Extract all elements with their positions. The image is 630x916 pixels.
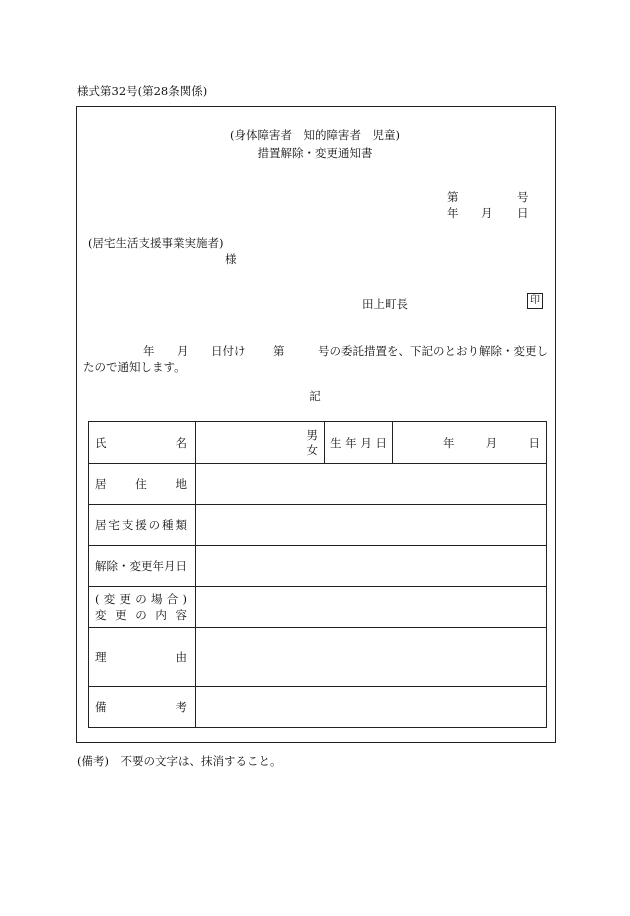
change-content-label-char: 更 (115, 608, 127, 622)
support-type-label-char: の (148, 518, 161, 532)
date-month-label: 月 (481, 206, 493, 220)
body-month-label: 月 (177, 344, 189, 358)
table-row-address (89, 464, 547, 505)
change-content-label-char: ) (182, 592, 187, 606)
remarks-label-char: 備 (95, 700, 107, 714)
change-content-label-char: の (135, 592, 147, 606)
dob-value-cell[interactable] (393, 422, 547, 464)
change-content-label-char: ( (95, 592, 100, 606)
name-label-char: 氏 (95, 435, 107, 450)
date-day-label: 日 (517, 206, 529, 220)
document-title: 措置解除・変更通知書 (257, 146, 373, 160)
support-type-label-char: 支 (121, 518, 134, 532)
address-value-cell[interactable] (196, 464, 547, 505)
address-label-cell (89, 464, 196, 505)
support-type-label-char: 類 (175, 518, 187, 532)
remarks-value-cell[interactable] (196, 687, 547, 728)
reason-value-cell[interactable] (196, 628, 547, 687)
body-text-line1: 号の委託措置を、下記のとおり解除・変更し (318, 344, 548, 358)
address-label-char: 居 (95, 477, 107, 491)
remarks-label-char: 考 (175, 700, 187, 714)
body-date-label: 日付け (211, 344, 246, 358)
change-content-label-char: 更 (119, 592, 131, 606)
sex-female-option: 女 (306, 442, 318, 457)
number-suffix: 号 (517, 190, 529, 204)
recipient-honorific: 様 (225, 252, 237, 266)
support-type-label-char: 居 (95, 518, 107, 532)
issuer-title: 田上町長 (362, 297, 408, 311)
details-table (88, 421, 547, 728)
support-type-label-cell (89, 505, 196, 546)
name-value-cell[interactable] (196, 422, 325, 464)
body-number-prefix: 第 (273, 344, 285, 358)
body-year-label: 年 (143, 344, 155, 358)
footer-note: (備考) 不要の文字は、抹消すること。 (77, 754, 282, 768)
table-row-change-content (89, 587, 547, 628)
change-content-label-char: 場 (151, 592, 163, 606)
change-content-label-char: 変 (103, 592, 116, 606)
recipient-name: (居宅生活支援事業実施者) (88, 236, 224, 250)
change-date-label-cell: 解除・変更年月日 (89, 546, 196, 587)
name-label-char: 名 (175, 435, 187, 450)
address-label-char: 住 (135, 477, 147, 491)
change-content-label-char: 変 (95, 608, 107, 622)
change-content-label-char: 容 (175, 608, 187, 622)
reason-label-char: 理 (95, 650, 107, 664)
change-content-label-char: の (135, 608, 147, 622)
reason-label-cell (89, 628, 196, 687)
support-type-label-char: 援 (135, 518, 147, 532)
support-type-label-char: 種 (162, 518, 174, 532)
dob-year-label: 年 (443, 435, 455, 450)
address-label-char: 地 (175, 477, 187, 491)
change-content-label-cell (89, 587, 196, 628)
remarks-label-cell (89, 687, 196, 728)
body-text-line2: たので通知します。 (83, 360, 186, 374)
dob-day-label: 日 (528, 435, 540, 450)
table-row-remarks (89, 687, 547, 728)
seal-mark: 印 (527, 293, 543, 309)
form-number-label: 様式第32号(第28条関係) (77, 84, 208, 98)
reason-label-char: 由 (175, 650, 187, 664)
support-type-label-char: 宅 (108, 518, 120, 532)
date-year-label: 年 (447, 206, 459, 220)
name-label-cell (89, 422, 196, 464)
sex-male-option: 男 (306, 427, 318, 442)
table-row-reason (89, 628, 547, 687)
dob-month-label: 月 (485, 435, 498, 450)
number-prefix: 第 (447, 190, 459, 204)
ki-heading: 記 (309, 389, 321, 403)
change-date-value-cell[interactable] (196, 546, 547, 587)
table-row-support-type (89, 505, 547, 546)
change-content-label-char: 合 (166, 592, 179, 606)
table-row-name (89, 422, 547, 464)
table-row-change-date (89, 546, 547, 587)
change-content-label-char: 内 (155, 608, 167, 622)
change-content-value-cell[interactable] (196, 587, 547, 628)
document-title-category: (身体障害者 知的障害者 児童) (230, 128, 400, 142)
dob-label-cell: 生 年 月 日 (325, 422, 393, 464)
support-type-value-cell[interactable] (196, 505, 547, 546)
